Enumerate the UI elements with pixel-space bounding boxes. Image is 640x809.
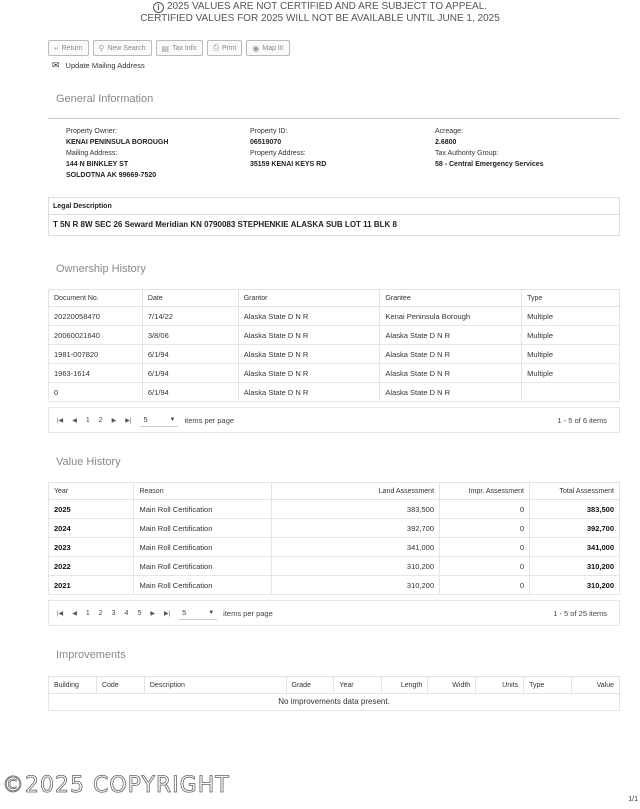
column-header[interactable]: Document No.	[49, 290, 143, 307]
table-row: 2024 Main Roll Certification 392,700 0 392,700	[49, 519, 620, 538]
column-header[interactable]: Total Assessment	[529, 483, 619, 500]
column-header[interactable]: Grade	[286, 677, 334, 694]
legal-description-text: T 5N R 8W SEC 26 Seward Meridian KN 0790083 STEPHENKIE ALASKA SUB LOT 11 BLK 8	[53, 220, 397, 229]
ownership-history-title: Ownership History	[56, 263, 146, 275]
table-row: 2023 Main Roll Certification 341,000 0 341,000	[49, 538, 620, 557]
page-link[interactable]: 4	[124, 609, 129, 617]
column-header[interactable]: Year	[334, 677, 382, 694]
table-row: 2022 Main Roll Certification 310,200 0 310,200	[49, 557, 620, 576]
column-header[interactable]: Reason	[134, 483, 271, 500]
page-link[interactable]: 2	[98, 609, 103, 617]
next-page-icon[interactable]: ▶	[150, 610, 155, 617]
first-page-icon[interactable]: |◀	[57, 610, 64, 617]
general-information-title: General Information	[56, 93, 154, 105]
column-header[interactable]: Length	[382, 677, 428, 694]
table-row: 20220058470 7/14/22 Alaska State D N R Kenai Peninsula Borough Multiple	[49, 307, 620, 326]
column-header[interactable]: Grantee	[380, 290, 522, 307]
acreage-label: Acreage:	[435, 128, 464, 135]
toolbar	[48, 40, 290, 56]
chevron-down-icon: ▼	[169, 416, 176, 423]
no-data-message: No improvements data present.	[48, 693, 620, 711]
table-row: 1981-007820 6/1/94 Alaska State D N R Alaska State D N R Multiple	[49, 345, 620, 364]
print-button[interactable]: ⎙ Print	[207, 40, 243, 56]
per-page-label: items per page	[184, 415, 235, 425]
page-size-select[interactable]: 5 ▼	[179, 606, 217, 620]
ownership-table	[48, 289, 620, 402]
page-link[interactable]: 5	[137, 609, 142, 617]
copyright: ©2025 COPYRIGHT	[2, 773, 230, 798]
column-header[interactable]: Description	[144, 677, 286, 694]
ownership-pager	[48, 407, 620, 433]
info-icon: i	[153, 2, 164, 13]
return-button[interactable]: ⤶ Return	[48, 40, 89, 56]
tax-group-label: Tax Authority Group:	[435, 150, 499, 157]
column-header[interactable]: Value	[572, 677, 620, 694]
back-arrow-icon: ⤶	[54, 43, 59, 52]
page-link[interactable]: 1	[85, 416, 90, 424]
page-number: 1/1	[628, 796, 638, 803]
legal-description	[48, 197, 620, 236]
last-page-icon[interactable]: ▶|	[125, 417, 132, 424]
acreage-value: 2.6800	[435, 139, 457, 146]
last-page-icon[interactable]: ▶|	[163, 610, 171, 617]
table-row: 20060021640 3/8/06 Alaska State D N R Alaska State D N R Multiple	[49, 326, 620, 345]
mailing-label: Mailing Address:	[66, 150, 118, 157]
column-header[interactable]: Impr. Assessment	[440, 483, 530, 500]
column-header[interactable]: Date	[142, 290, 238, 307]
notice-line-2: CERTIFIED VALUES FOR 2025 WILL NOT BE AVAILABLE UNTIL JUNE 1, 2025	[140, 13, 500, 24]
print-icon: ⎙	[212, 43, 219, 52]
property-address-label: Property Address:	[250, 150, 306, 157]
owner-value: KENAI PENINSULA BOROUGH	[66, 139, 169, 146]
update-mailing-address-link[interactable]: ✉ Update Mailing Address	[52, 60, 145, 70]
table-row: 2021 Main Roll Certification 310,200 0 310,200	[49, 576, 620, 595]
property-id-label: Property ID:	[250, 128, 288, 135]
table-row: 1963-1614 6/1/94 Alaska State D N R Alaska State D N R Multiple	[49, 364, 620, 383]
chevron-down-icon: ▼	[208, 609, 215, 616]
pager-info: 1 - 5 of 6 items	[557, 415, 607, 425]
improvements-title: Improvements	[56, 649, 126, 661]
first-page-icon[interactable]: |◀	[57, 417, 64, 424]
value-history-title: Value History	[56, 456, 121, 468]
column-header[interactable]: Type	[524, 677, 572, 694]
pager-info: 1 - 5 of 25 items	[553, 608, 607, 618]
property-address-value: 35159 KENAI KEYS RD	[250, 161, 327, 168]
tax-info-button[interactable]: ▤ Tax Info	[156, 40, 203, 56]
envelope-icon: ✉	[52, 60, 60, 70]
improvements-table	[48, 676, 620, 694]
legal-description-header: Legal Description	[49, 198, 619, 215]
column-header[interactable]: Land Assessment	[271, 483, 439, 500]
prev-page-icon[interactable]: ◀	[72, 610, 77, 617]
document-icon: ▤	[161, 43, 170, 53]
notice-line-1: 2025 VALUES ARE NOT CERTIFIED AND ARE SUBJECT TO APPEAL.	[166, 1, 488, 12]
value-history-pager	[48, 600, 620, 626]
appeal-notice	[0, 0, 640, 25]
page-link[interactable]: 1	[85, 609, 90, 617]
mailing-address-line-2: SOLDOTNA AK 99669-7520	[66, 172, 157, 179]
page-link[interactable]: 2	[98, 416, 103, 424]
column-header[interactable]: Building	[49, 677, 97, 694]
globe-icon: ◉	[252, 43, 260, 53]
property-id-value: 06519070	[250, 139, 282, 146]
column-header[interactable]: Year	[49, 483, 134, 500]
column-header[interactable]: Grantor	[238, 290, 380, 307]
mailing-address-line-1: 144 N BINKLEY ST	[66, 161, 129, 168]
owner-label: Property Owner:	[66, 128, 117, 135]
page-link[interactable]: 3	[111, 609, 116, 617]
search-icon: ⚲	[98, 43, 105, 53]
per-page-label: items per page	[223, 608, 273, 618]
column-header[interactable]: Code	[96, 677, 144, 694]
divider	[48, 118, 620, 119]
table-row: 2025 Main Roll Certification 383,500 0 383,500	[49, 500, 620, 519]
value-history-table	[48, 482, 620, 595]
map-it-button[interactable]: ◉ Map It!	[246, 40, 289, 56]
page-size-select[interactable]: 5 ▼	[140, 413, 178, 427]
tax-group-value: 58 - Central Emergency Services	[435, 161, 544, 168]
next-page-icon[interactable]: ▶	[111, 417, 117, 424]
column-header[interactable]: Width	[428, 677, 476, 694]
prev-page-icon[interactable]: ◀	[72, 417, 77, 424]
column-header[interactable]: Type	[522, 290, 620, 307]
table-row: 0 6/1/94 Alaska State D N R Alaska State D N R	[49, 383, 620, 402]
new-search-button[interactable]: ⚲ New Search	[93, 40, 152, 56]
column-header[interactable]: Units	[476, 677, 524, 694]
